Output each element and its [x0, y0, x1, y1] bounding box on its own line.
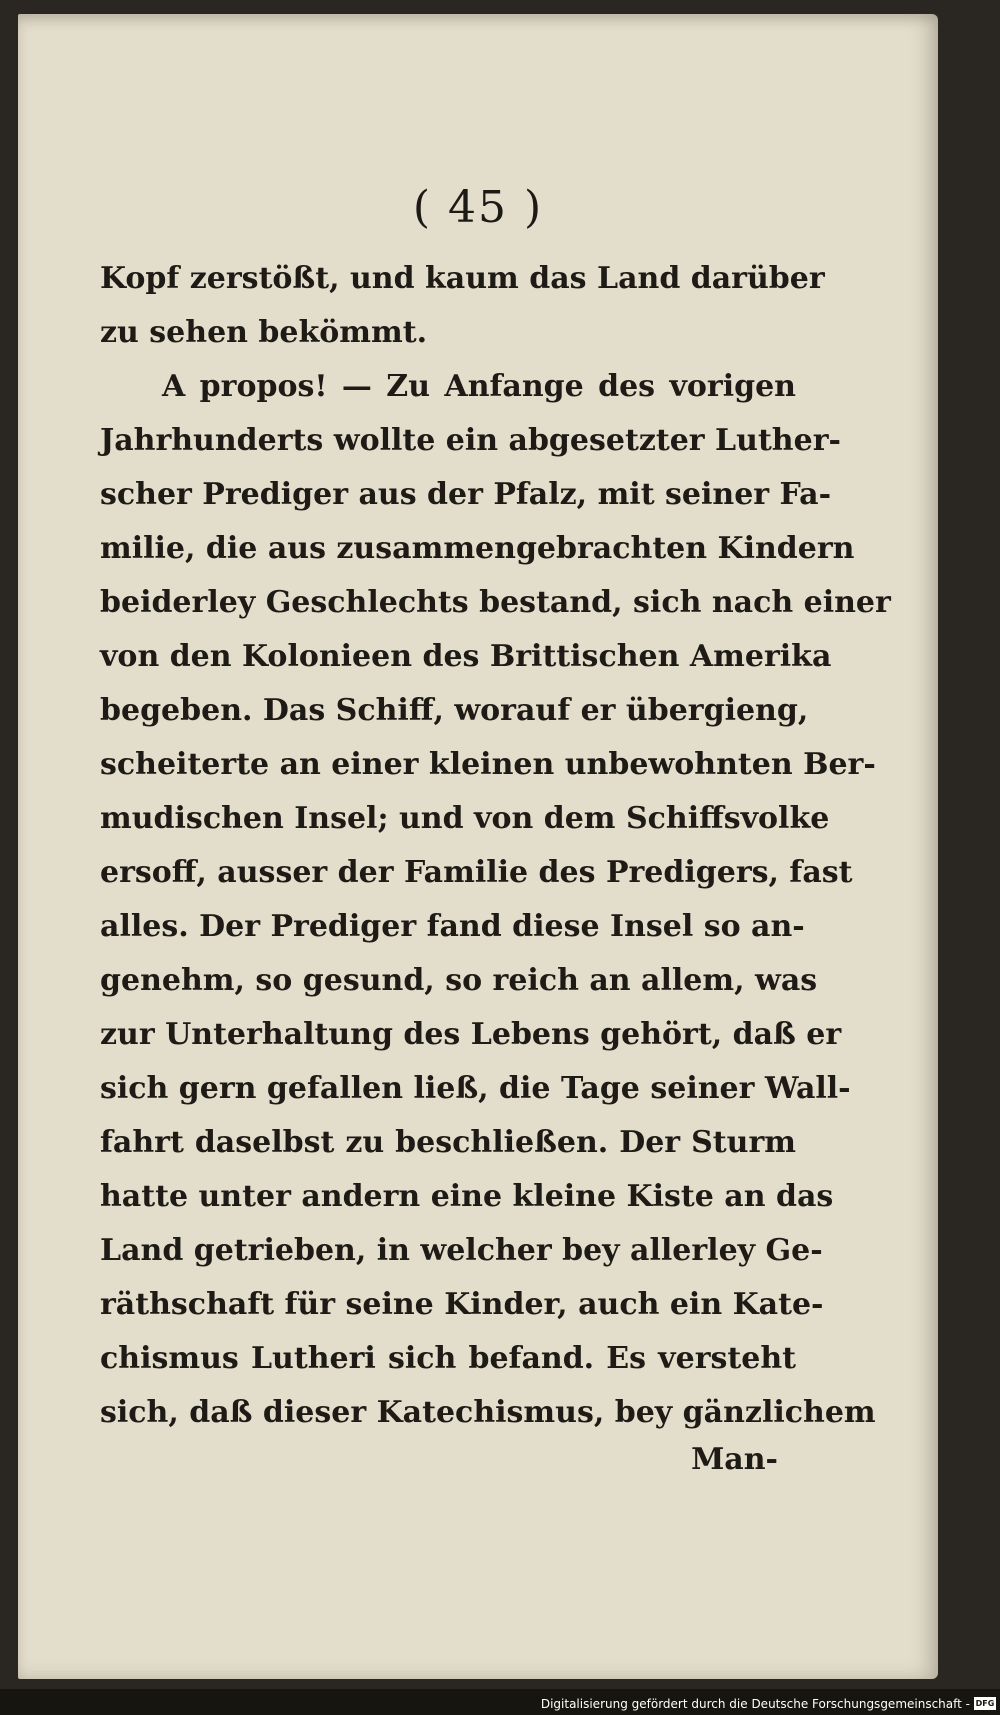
book-page: [18, 14, 938, 1679]
text-line: milie, die aus zusammengebrachten Kindern: [100, 531, 855, 566]
body-text: [100, 252, 891, 1440]
text-line: Kopf zerstößt, und kaum das Land darüber: [100, 261, 825, 296]
text-line: begeben. Das Schiff, worauf er übergieng,: [100, 693, 809, 728]
text-line: scher Prediger aus der Pfalz, mit seiner Fa-: [100, 477, 832, 512]
text-line: räthschaft für seine Kinder, auch ein Kate-: [100, 1287, 824, 1322]
text-line: zur Unterhaltung des Lebens gehört, daß er: [100, 1017, 842, 1052]
text-line: Jahrhunderts wollte ein abgesetzter Luther-: [100, 423, 841, 458]
text-line: A propos! — Zu Anfange des vorigen: [162, 369, 796, 404]
text-line: hatte unter andern eine kleine Kiste an das: [100, 1179, 834, 1214]
text-line: fahrt daselbst zu beschließen. Der Sturm: [100, 1125, 796, 1160]
text-line: sich, daß dieser Katechismus, bey gänzlichem: [100, 1395, 876, 1430]
text-line: chismus Lutheri sich befand. Es versteht: [100, 1341, 796, 1376]
text-line: von den Kolonieen des Brittischen Amerika: [100, 639, 832, 674]
catchword: Man-: [691, 1442, 778, 1477]
text-line: sich gern gefallen ließ, die Tage seiner Wall-: [100, 1071, 851, 1106]
page-number: ( 45 ): [412, 182, 544, 233]
funding-credit: Digitalisierung gefördert durch die Deutsche Forschungsgemeinschaft -: [540, 1697, 970, 1711]
text-line: genehm, so gesund, so reich an allem, was: [100, 963, 818, 998]
text-line: mudischen Insel; und von dem Schiffsvolke: [100, 801, 830, 836]
text-line: beiderley Geschlechts bestand, sich nach einer: [100, 585, 891, 620]
text-line: scheiterte an einer kleinen unbewohnten Ber-: [100, 747, 876, 782]
text-line: alles. Der Prediger fand diese Insel so an-: [100, 909, 805, 944]
footer-bar: [0, 1689, 1000, 1715]
text-line: zu sehen bekömmt.: [100, 315, 428, 350]
dfg-logo: DFG: [975, 1699, 995, 1708]
text-line: ersoff, ausser der Familie des Predigers, fast: [100, 855, 853, 890]
text-line: Land getrieben, in welcher bey allerley Ge-: [100, 1233, 823, 1268]
